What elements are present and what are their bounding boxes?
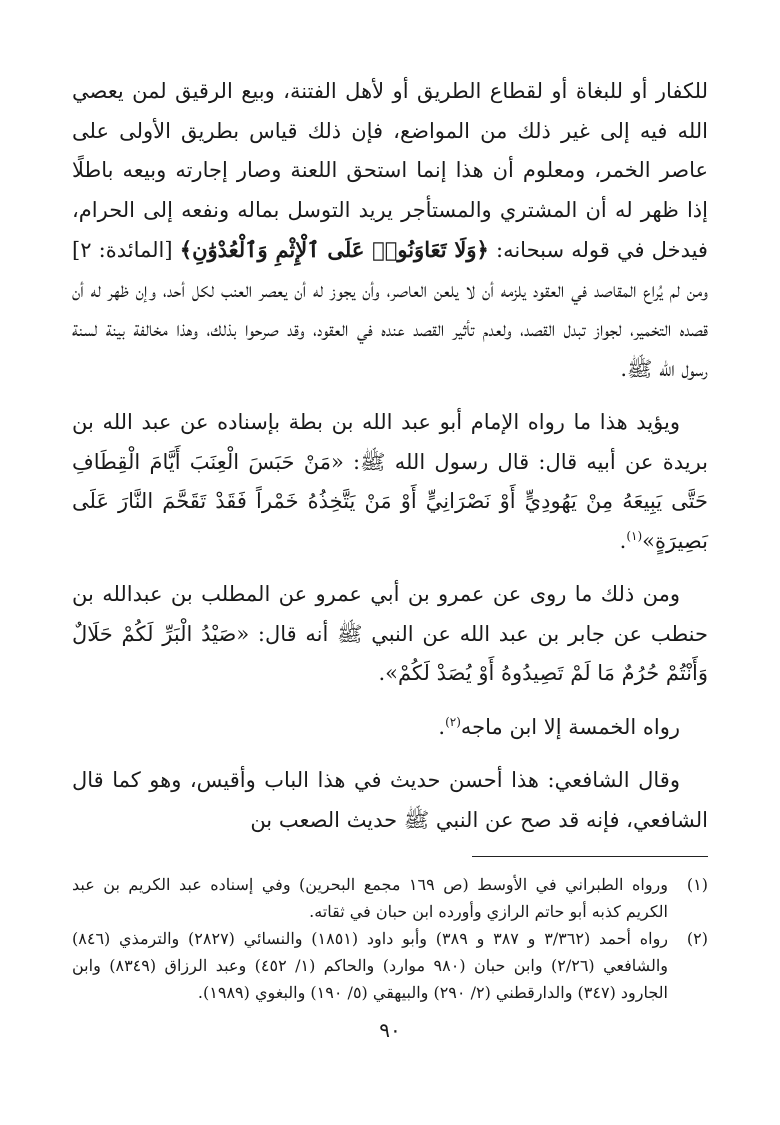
footnote-separator-wrap xyxy=(72,856,708,857)
paragraph xyxy=(72,72,708,389)
paragraph-text: ويؤيد هذا ما رواه الإمام أبو عبد الله بن بطة بإسناده عن عبد الله بن بريدة عن أبيه قال: قال رسول الله ﷺ: «مَنْ حَبَسَ الْعِنَبَ أَيَّامَ الْقِطَافِ حَتَّى يَبِيعَهُ مِنْ يَهُودِيٍّ أَوْ نَصْرَانِيٍّ أَوْ مَنْ يَتَّخِذُهُ خَمْراً فَقَدْ تَقَحَّمَ النَّارَ عَلَى بَصِيرَةٍ» xyxy=(72,410,708,553)
footnote-number: (٢) xyxy=(686,929,708,948)
footnote xyxy=(72,925,708,1006)
footnote-ref[interactable]: (١) xyxy=(626,528,643,543)
paragraph xyxy=(72,575,708,694)
paragraph: ويؤيد هذا ما رواه الإمام أبو عبد الله بن بطة بإسناده عن عبد الله بن بريدة عن أبيه قال: قال رسول الله ﷺ: «مَنْ حَبَسَ الْعِنَبَ أَيَّامَ الْقِطَافِ حَتَّى يَبِيعَهُ مِنْ يَهُودِيٍّ أَوْ نَصْرَانِيٍّ أَوْ مَنْ يَتَّخِذُهُ خَمْراً فَقَدْ تَقَحَّمَ النَّارَ عَلَى بَصِيرَةٍ»$^{(١)}$. xyxy=(72,410,708,553)
footnote-separator xyxy=(472,856,708,857)
paragraph-text: رواه الخمسة إلا ابن ماجه xyxy=(460,714,680,739)
paragraph-text: [المائدة: ٢] ومن لم يُراع المقاصد في العقود يلزمه أن لا يلعن العاصر، وأن يجوز له أن يعصر العنب لكل أحد، وإن ظهر له أن قصده التخمير، لجواز تبدل القصد، ولعدم تأثير القصد عنده في العقود، وقد صرحوا بذلك، وهذا مخالفة بينة لسنة رسول الله ﷺ. xyxy=(72,238,708,381)
footnote-text: رواه أحمد (٣/٣٦٢ و ٣٨٧ و ٣٨٩) وأبو داود (١٨٥١) والنسائي (٢٨٢٧) والترمذي (٨٤٦) والشافعي (٢/٢٦) وابن حبان (٩٨٠ موارد) والحاكم (١/ ٤٥٢) وعبد الرزاق (٨٣٤٩) وابن الجارود (٣٤٧) والدارقطني (٢/ ٢٩٠) والبيهقي (٥/ ١٩٠) والبغوي (١٩٨٩). xyxy=(72,929,669,1002)
paragraph-text: ومن ذلك ما روى عن عمرو بن أبي عمرو عن المطلب بن عبدالله بن حنطب عن جابر بن عبد الله عن النبي ﷺ أنه قال: «صَيْدُ الْبَرِّ لَكُمْ حَلَالٌ وَأَنْتُمْ حُرُمٌ مَا لَمْ تَصِيدُوهُ أَوْ يُصَدْ لَكُمْ». xyxy=(72,582,708,685)
footnote-text: ورواه الطبراني في الأوسط (ص ١٦٩ مجمع البحرين) وفي إسناده عبد الكريم بن عبد الكريم كذبه أبو حاتم الرازي وأورده ابن حبان في ثقاته. xyxy=(72,875,669,921)
quran-verse: ﴿وَلَا تَعَاوَنُوا۟ عَلَى ٱلْإِثْمِ وَٱلْعُدْوَٰنِ﴾ xyxy=(179,237,489,262)
footnotes xyxy=(72,871,708,1006)
footnote-ref[interactable]: (٢) xyxy=(445,714,461,729)
paragraph xyxy=(72,761,708,840)
footnote-number: (١) xyxy=(686,875,708,894)
page-number: ٩٠ xyxy=(379,1018,401,1042)
footnote xyxy=(72,871,708,925)
paragraph-text: للكفار أو للبغاة أو لقطاع الطريق أو لأهل الفتنة، وبيع الرقيق لمن يعصي الله فيه إلى غير ذلك من المواضع، فإن ذلك قياس بطريق الأولى على عاصر الخمر، ومعلوم أن هذا إنما استحق اللعنة وصار إجارته وبيعه باطلًا إذا ظهر له أن المشتري والمستأجر يريد التوسل بماله ونفعه إلى الحرام، فيدخل في قوله سبحانه: xyxy=(72,79,708,262)
paragraph-text: وقال الشافعي: هذا أحسن حديث في هذا الباب وأقيس، وهو كما قال الشافعي، فإنه قد صح عن النبي ﷺ حديث الصعب بن xyxy=(72,768,708,832)
paragraph: رواه الخمسة إلا ابن ماجه$^{(٢)}$. xyxy=(438,714,680,739)
